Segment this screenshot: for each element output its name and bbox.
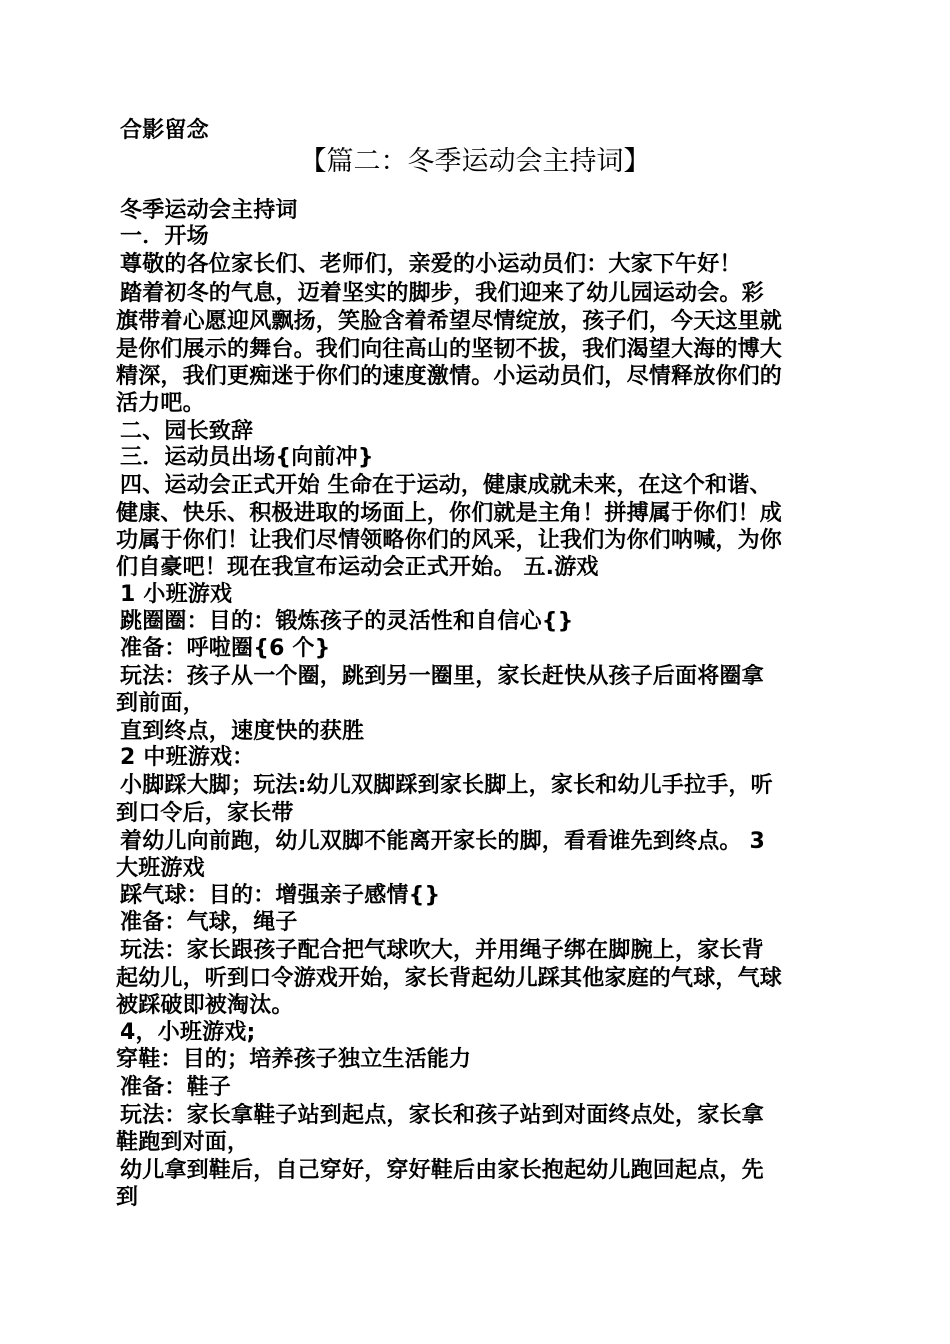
text-line: 玩法：家长拿鞋子站到起点，家长和孩子站到对面终点处，家长拿 — [120, 1103, 764, 1128]
text-line: 旗带着心愿迎风飘扬，笑脸含着希望尽情绽放，孩子们，今天这里就 — [116, 309, 783, 334]
text-line: 玩法：孩子从一个圈，跳到另一圈里，家长赶快从孩子后面将圈拿 — [120, 664, 764, 689]
text-line: 一．开场 — [120, 224, 209, 249]
text-line: 到 — [116, 1185, 139, 1210]
text-line: 被踩破即被淘汰。 — [116, 993, 294, 1018]
text-line: 健康、快乐、积极进取的场面上，你们就是主角！拼搏属于你们！成 — [116, 501, 783, 526]
text-line: 活力吧。 — [116, 391, 205, 416]
text-line: 直到终点，速度快的获胜 — [120, 719, 365, 744]
text-line: 1 小班游戏 — [120, 582, 233, 607]
text-line: 到前面， — [116, 691, 205, 716]
text-line: 到口令后，家长带 — [116, 801, 294, 826]
text-line: 尊敬的各位家长们、老师们，亲爱的小运动员们：大家下午好！ — [120, 252, 742, 277]
text-line: 二、园长致辞 — [120, 419, 254, 444]
text-line: 起幼儿，听到口令游戏开始，家长背起幼儿踩其他家庭的气球，气球 — [116, 966, 783, 991]
text-line: 三．运动员出场{向前冲} — [120, 445, 374, 470]
doc-heading: 冬季运动会主持词 — [120, 198, 298, 223]
text-line: 大班游戏 — [116, 856, 205, 881]
text-line: 准备：气球，绳子 — [120, 910, 298, 935]
text-line: 四、运动会正式开始 生命在于运动，健康成就未来，在这个和谐、 — [120, 473, 772, 498]
text-line: 是你们展示的舞台。我们向往高山的坚韧不拔，我们渴望大海的博大 — [116, 337, 783, 362]
text-line: 准备：呼啦圈{6 个} — [120, 636, 331, 661]
text-line: 玩法：家长跟孩子配合把气球吹大，并用绳子绑在脚腕上，家长背 — [120, 938, 764, 963]
text-line: 幼儿拿到鞋后，自己穿好，穿好鞋后由家长抱起幼儿跑回起点，先 — [120, 1158, 764, 1183]
text-line: 4，小班游戏; — [120, 1020, 256, 1045]
text-line: 踩气球：目的：增强亲子感情{} — [120, 883, 441, 908]
section-title: 【篇二：冬季运动会主持词】 — [299, 146, 651, 177]
text-line: 跳圈圈：目的：锻炼孩子的灵活性和自信心{} — [120, 609, 574, 634]
text-line: 穿鞋：目的；培养孩子独立生活能力 — [116, 1047, 472, 1072]
top-line: 合影留念 — [120, 118, 209, 143]
text-line: 们自豪吧！现在我宣布运动会正式开始。 五.游戏 — [116, 555, 599, 580]
text-line: 2 中班游戏： — [120, 745, 255, 770]
text-line: 小脚踩大脚；玩法:幼儿双脚踩到家长脚上，家长和幼儿手拉手，听 — [120, 773, 773, 798]
text-line: 鞋跑到对面， — [116, 1130, 250, 1155]
text-line: 功属于你们！让我们尽情领略你们的风采，让我们为你们呐喊，为你 — [116, 528, 783, 553]
text-line: 准备：鞋子 — [120, 1075, 232, 1100]
text-line: 精深，我们更痴迷于你们的速度激情。小运动员们，尽情释放你们的 — [116, 364, 783, 389]
text-line: 着幼儿向前跑，幼儿双脚不能离开家长的脚，看看谁先到终点。 3 — [120, 829, 765, 854]
text-line: 踏着初冬的气息，迈着坚实的脚步，我们迎来了幼儿园运动会。彩 — [120, 281, 764, 306]
